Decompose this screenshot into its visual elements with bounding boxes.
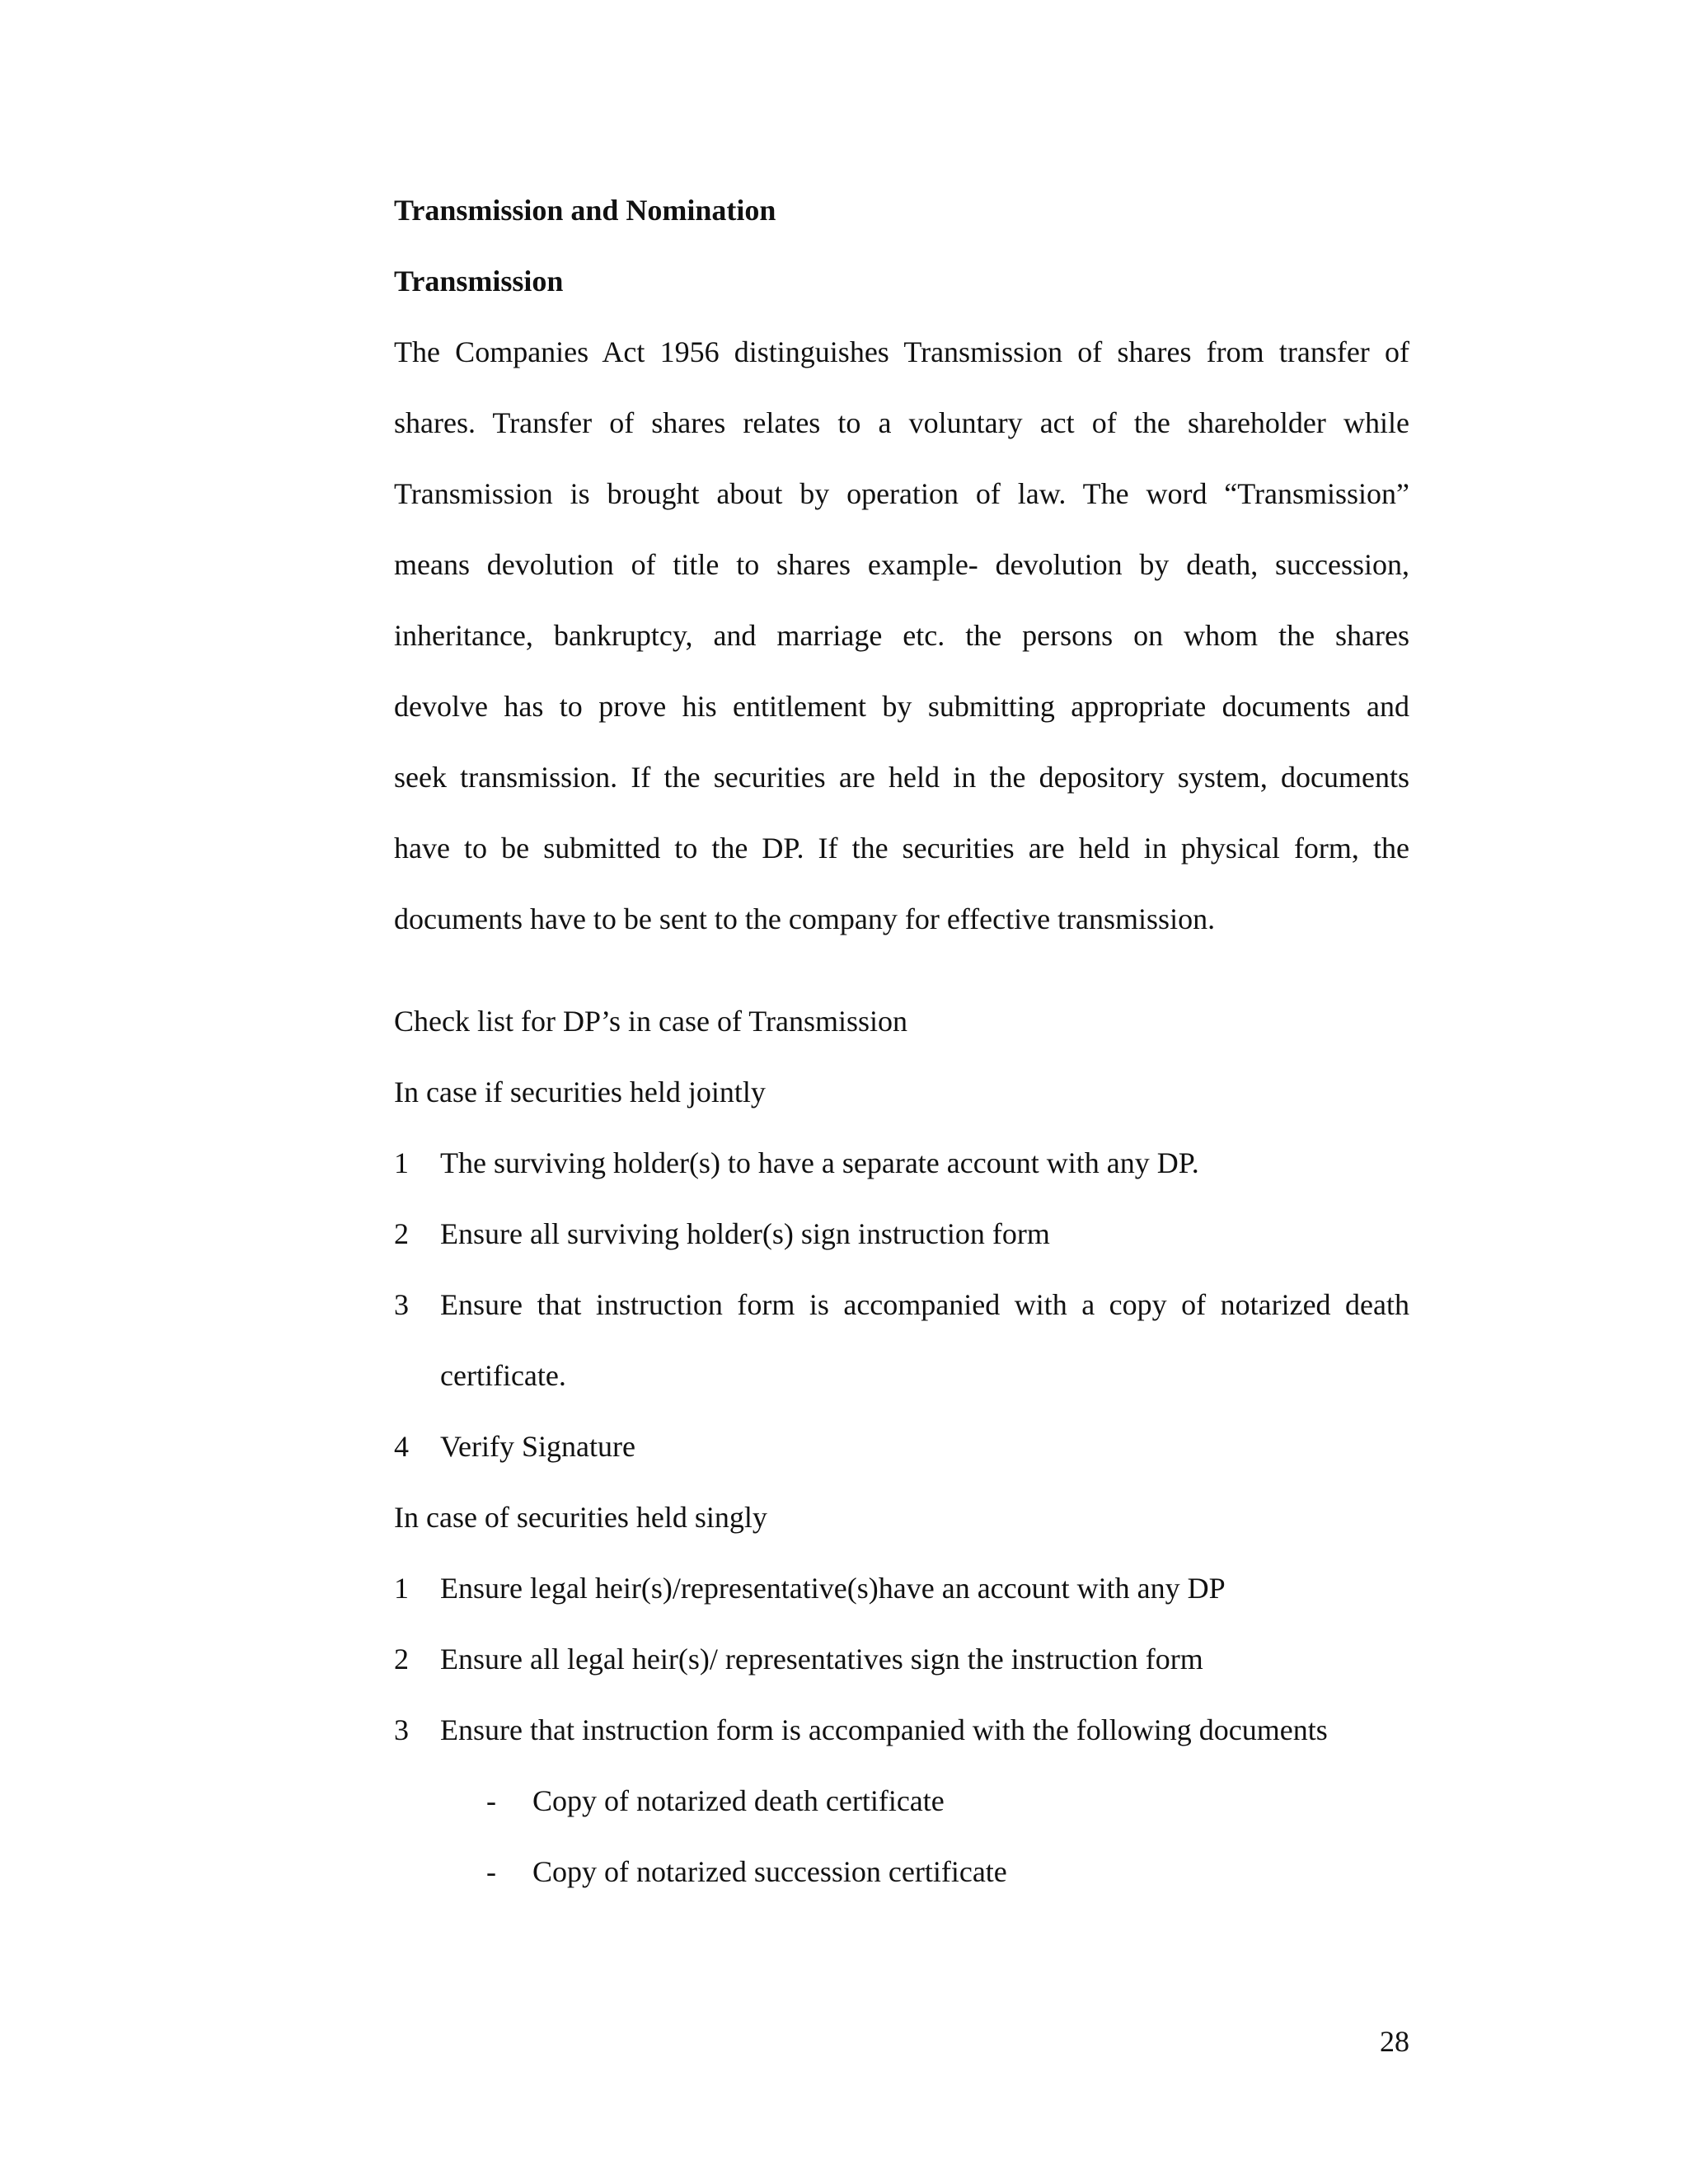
- sub-list-item: [394, 1836, 1409, 1907]
- paragraph-line: seek transmission. If the securities are held in the depository system, documents: [394, 761, 1409, 794]
- single-holding-section: [394, 1482, 1409, 1907]
- joint-holding-section: [394, 1057, 1409, 1482]
- page-content: [394, 175, 1409, 1907]
- list-item: [394, 1269, 1409, 1340]
- dash-bullet: -: [486, 1855, 496, 1888]
- list-item-number: 1: [394, 1572, 409, 1605]
- section-heading: Transmission: [394, 265, 564, 298]
- list-item-text: Ensure that instruction form is accompanied with the following documents: [440, 1713, 1328, 1746]
- checklist-title: Check list for DP’s in case of Transmission: [394, 1005, 908, 1038]
- list-item: [394, 1553, 1409, 1624]
- sub-list-item-text: Copy of notarized succession certificate: [532, 1855, 1007, 1888]
- list-item-number: 3: [394, 1288, 409, 1321]
- page-number: 28: [1380, 2025, 1409, 2058]
- paragraph-line: means devolution of title to shares example- devolution by death, succession,: [394, 548, 1409, 581]
- list-item-number: 3: [394, 1713, 409, 1746]
- document-title: Transmission and Nomination: [394, 194, 776, 227]
- list-item: [394, 1127, 1409, 1198]
- list-item-number: 2: [394, 1217, 409, 1250]
- list-item-text: Ensure all legal heir(s)/ representatives sign the instruction form: [440, 1643, 1203, 1675]
- paragraph-gap: [394, 954, 1409, 986]
- list-item-number: 4: [394, 1430, 409, 1463]
- list-item-number: 1: [394, 1146, 409, 1179]
- list-item: [394, 1624, 1409, 1694]
- paragraph-line: Transmission is brought about by operation of law. The word “Transmission”: [394, 477, 1409, 510]
- list-item-continuation: certificate.: [440, 1359, 566, 1392]
- paragraph-line: shares. Transfer of shares relates to a voluntary act of the shareholder while: [394, 406, 1409, 439]
- paragraph-line: inheritance, bankruptcy, and marriage etc. the persons on whom the shares: [394, 619, 1409, 652]
- list-item-text: Ensure that instruction form is accompanied with a copy of notarized death: [440, 1288, 1409, 1321]
- joint-heading: In case if securities held jointly: [394, 1076, 766, 1108]
- paragraph-line: The Companies Act 1956 distinguishes Transmission of shares from transfer of: [394, 335, 1409, 368]
- dash-bullet: -: [486, 1784, 496, 1817]
- transmission-paragraph: [394, 316, 1409, 954]
- list-item: [394, 1411, 1409, 1482]
- paragraph-line: devolve has to prove his entitlement by submitting appropriate documents and: [394, 690, 1409, 723]
- paragraph-line: documents have to be sent to the company for effective transmission.: [394, 902, 1216, 935]
- list-item-text: The surviving holder(s) to have a separate account with any DP.: [440, 1146, 1199, 1179]
- list-item: [394, 1694, 1409, 1765]
- list-item-number: 2: [394, 1643, 409, 1675]
- list-item-text: Verify Signature: [440, 1430, 635, 1463]
- list-item-text: Ensure legal heir(s)/representative(s)have an account with any DP: [440, 1572, 1226, 1605]
- sub-list-item-text: Copy of notarized death certificate: [532, 1784, 945, 1817]
- list-item: [394, 1198, 1409, 1269]
- list-item-text: Ensure all surviving holder(s) sign instruction form: [440, 1217, 1050, 1250]
- single-heading: In case of securities held singly: [394, 1501, 767, 1534]
- paragraph-line: have to be submitted to the DP. If the securities are held in physical form, the: [394, 832, 1409, 865]
- sub-list-item: [394, 1765, 1409, 1836]
